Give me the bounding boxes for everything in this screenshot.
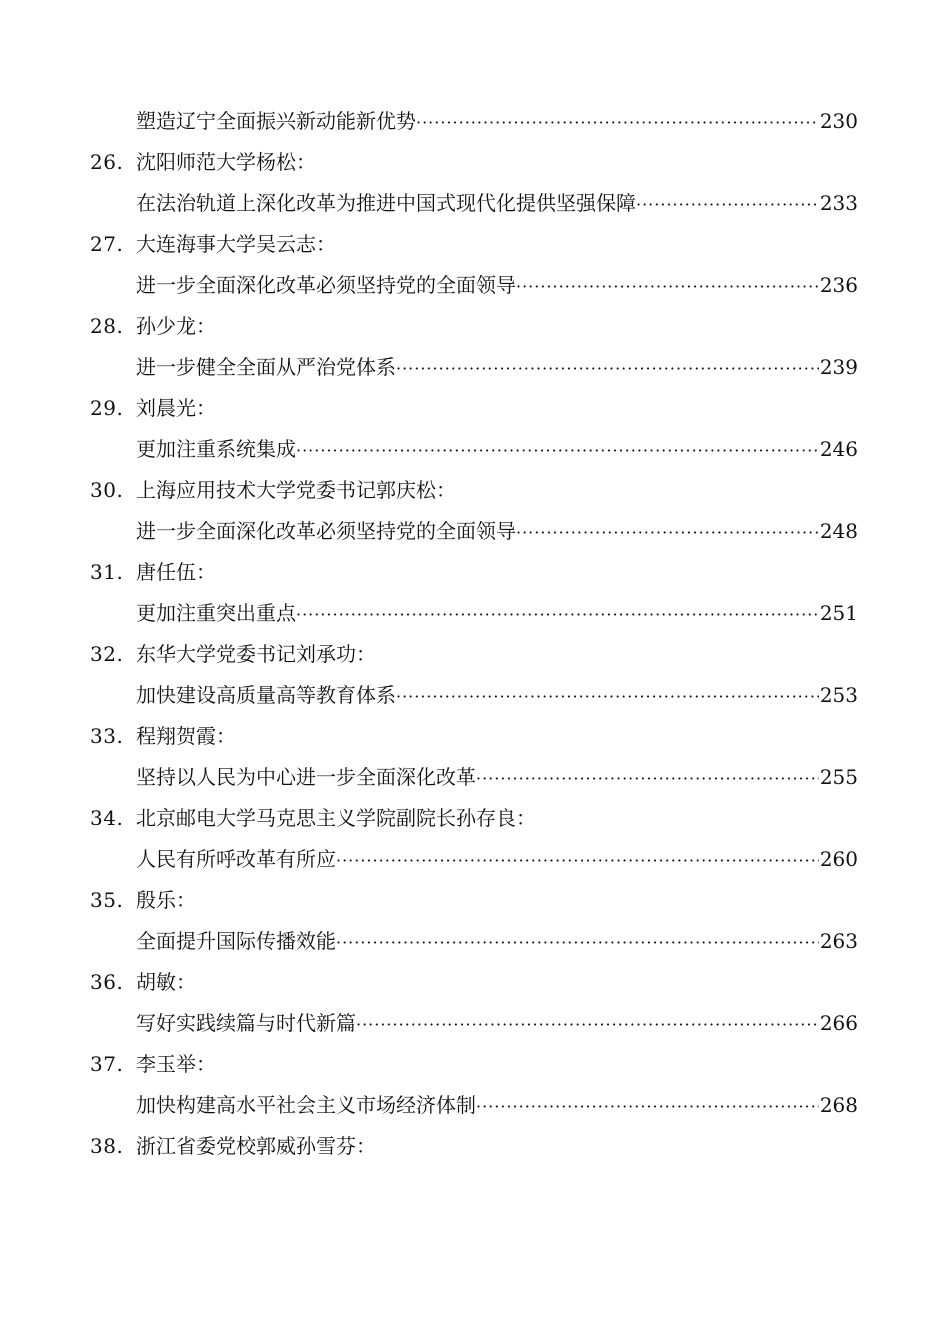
dot-leader <box>516 266 819 307</box>
toc-entry[interactable] <box>136 839 858 880</box>
toc-item-number: 27. <box>90 232 124 256</box>
toc-entry-title: 进一步全面深化改革必须坚持党的全面领导 <box>136 273 516 297</box>
dot-leader <box>396 676 819 717</box>
toc-author-line <box>0 552 950 593</box>
toc-author-line <box>0 388 950 429</box>
toc-page-number: 248 <box>819 519 858 543</box>
toc-entry[interactable] <box>136 347 858 388</box>
toc-page-number: 239 <box>819 355 858 379</box>
dot-leader <box>416 102 819 143</box>
toc-entry-title: 全面提升国际传播效能 <box>136 929 336 953</box>
dot-leader <box>296 594 819 635</box>
toc-author: 浙江省委党校郭威孙雪芬： <box>136 1134 376 1158</box>
toc-author: 大连海事大学吴云志： <box>136 232 336 256</box>
toc-author-line <box>0 962 950 1003</box>
toc-entry-title: 加快构建高水平社会主义市场经济体制 <box>136 1093 476 1117</box>
toc-entry-title: 在法治轨道上深化改革为推进中国式现代化提供坚强保障 <box>136 191 636 215</box>
toc-entry-title: 塑造辽宁全面振兴新动能新优势 <box>136 109 416 133</box>
toc-author: 北京邮电大学马克思主义学院副院长孙存良： <box>136 806 536 830</box>
toc-author-line <box>0 798 950 839</box>
toc-item-number: 38. <box>90 1134 124 1158</box>
toc-page-number: 266 <box>819 1011 858 1035</box>
toc-page-number: 263 <box>819 929 858 953</box>
dot-leader <box>356 1004 819 1045</box>
toc-author: 上海应用技术大学党委书记郭庆松： <box>136 478 456 502</box>
toc-author-line <box>0 470 950 511</box>
toc-author: 孙少龙： <box>136 314 216 338</box>
toc-author: 李玉举： <box>136 1052 216 1076</box>
toc-author-line <box>0 880 950 921</box>
toc-page-number: 260 <box>819 847 858 871</box>
toc-entry-title: 写好实践续篇与时代新篇 <box>136 1011 356 1035</box>
toc-author: 程翔贺霞： <box>136 724 236 748</box>
toc-page-number: 251 <box>819 601 858 625</box>
toc-item-number: 31. <box>90 560 124 584</box>
toc-item-number: 33. <box>90 724 124 748</box>
dot-leader <box>296 430 819 471</box>
toc-entry[interactable] <box>136 757 858 798</box>
toc-page-number: 246 <box>819 437 858 461</box>
toc-entry[interactable] <box>136 429 858 470</box>
toc-entry[interactable] <box>136 101 858 142</box>
dot-leader <box>476 758 819 799</box>
toc-author: 东华大学党委书记刘承功： <box>136 642 376 666</box>
toc-page-number: 268 <box>819 1093 858 1117</box>
toc-page-number: 230 <box>819 109 858 133</box>
dot-leader <box>336 840 819 881</box>
toc-author: 胡敏： <box>136 970 196 994</box>
toc-entry[interactable] <box>136 183 858 224</box>
toc-entry-title: 更加注重系统集成 <box>136 437 296 461</box>
dot-leader <box>396 348 819 389</box>
toc-entry[interactable] <box>136 675 858 716</box>
toc-entry[interactable] <box>136 511 858 552</box>
toc-entry-title: 加快建设高质量高等教育体系 <box>136 683 396 707</box>
dot-leader <box>636 184 819 225</box>
toc-page-number: 253 <box>819 683 858 707</box>
toc-entry-title: 更加注重突出重点 <box>136 601 296 625</box>
dot-leader <box>476 1086 819 1127</box>
toc-entry[interactable] <box>136 265 858 306</box>
table-of-contents <box>0 101 950 1167</box>
toc-page-number: 233 <box>819 191 858 215</box>
toc-item-number: 36. <box>90 970 124 994</box>
toc-author: 唐任伍： <box>136 560 216 584</box>
toc-item-number: 28. <box>90 314 124 338</box>
toc-item-number: 32. <box>90 642 124 666</box>
toc-entry[interactable] <box>136 1085 858 1126</box>
toc-author-line <box>0 716 950 757</box>
toc-author-line <box>0 142 950 183</box>
toc-entry[interactable] <box>136 921 858 962</box>
toc-entry[interactable] <box>136 593 858 634</box>
toc-author: 刘晨光： <box>136 396 216 420</box>
toc-entry-title: 人民有所呼改革有所应 <box>136 847 336 871</box>
toc-item-number: 35. <box>90 888 124 912</box>
toc-entry-title: 进一步健全全面从严治党体系 <box>136 355 396 379</box>
toc-author-line <box>0 224 950 265</box>
toc-page-number: 236 <box>819 273 858 297</box>
toc-author: 沈阳师范大学杨松： <box>136 150 316 174</box>
toc-item-number: 29. <box>90 396 124 420</box>
dot-leader <box>516 512 819 553</box>
toc-author-line <box>0 634 950 675</box>
toc-author-line <box>0 306 950 347</box>
toc-page-number: 255 <box>819 765 858 789</box>
toc-entry-title: 进一步全面深化改革必须坚持党的全面领导 <box>136 519 516 543</box>
toc-item-number: 34. <box>90 806 124 830</box>
dot-leader <box>336 922 819 963</box>
toc-author-line <box>0 1044 950 1085</box>
toc-author-line <box>0 1126 950 1167</box>
toc-author: 殷乐： <box>136 888 196 912</box>
toc-item-number: 37. <box>90 1052 124 1076</box>
toc-item-number: 26. <box>90 150 124 174</box>
toc-entry[interactable] <box>136 1003 858 1044</box>
toc-entry-title: 坚持以人民为中心进一步全面深化改革 <box>136 765 476 789</box>
toc-item-number: 30. <box>90 478 124 502</box>
